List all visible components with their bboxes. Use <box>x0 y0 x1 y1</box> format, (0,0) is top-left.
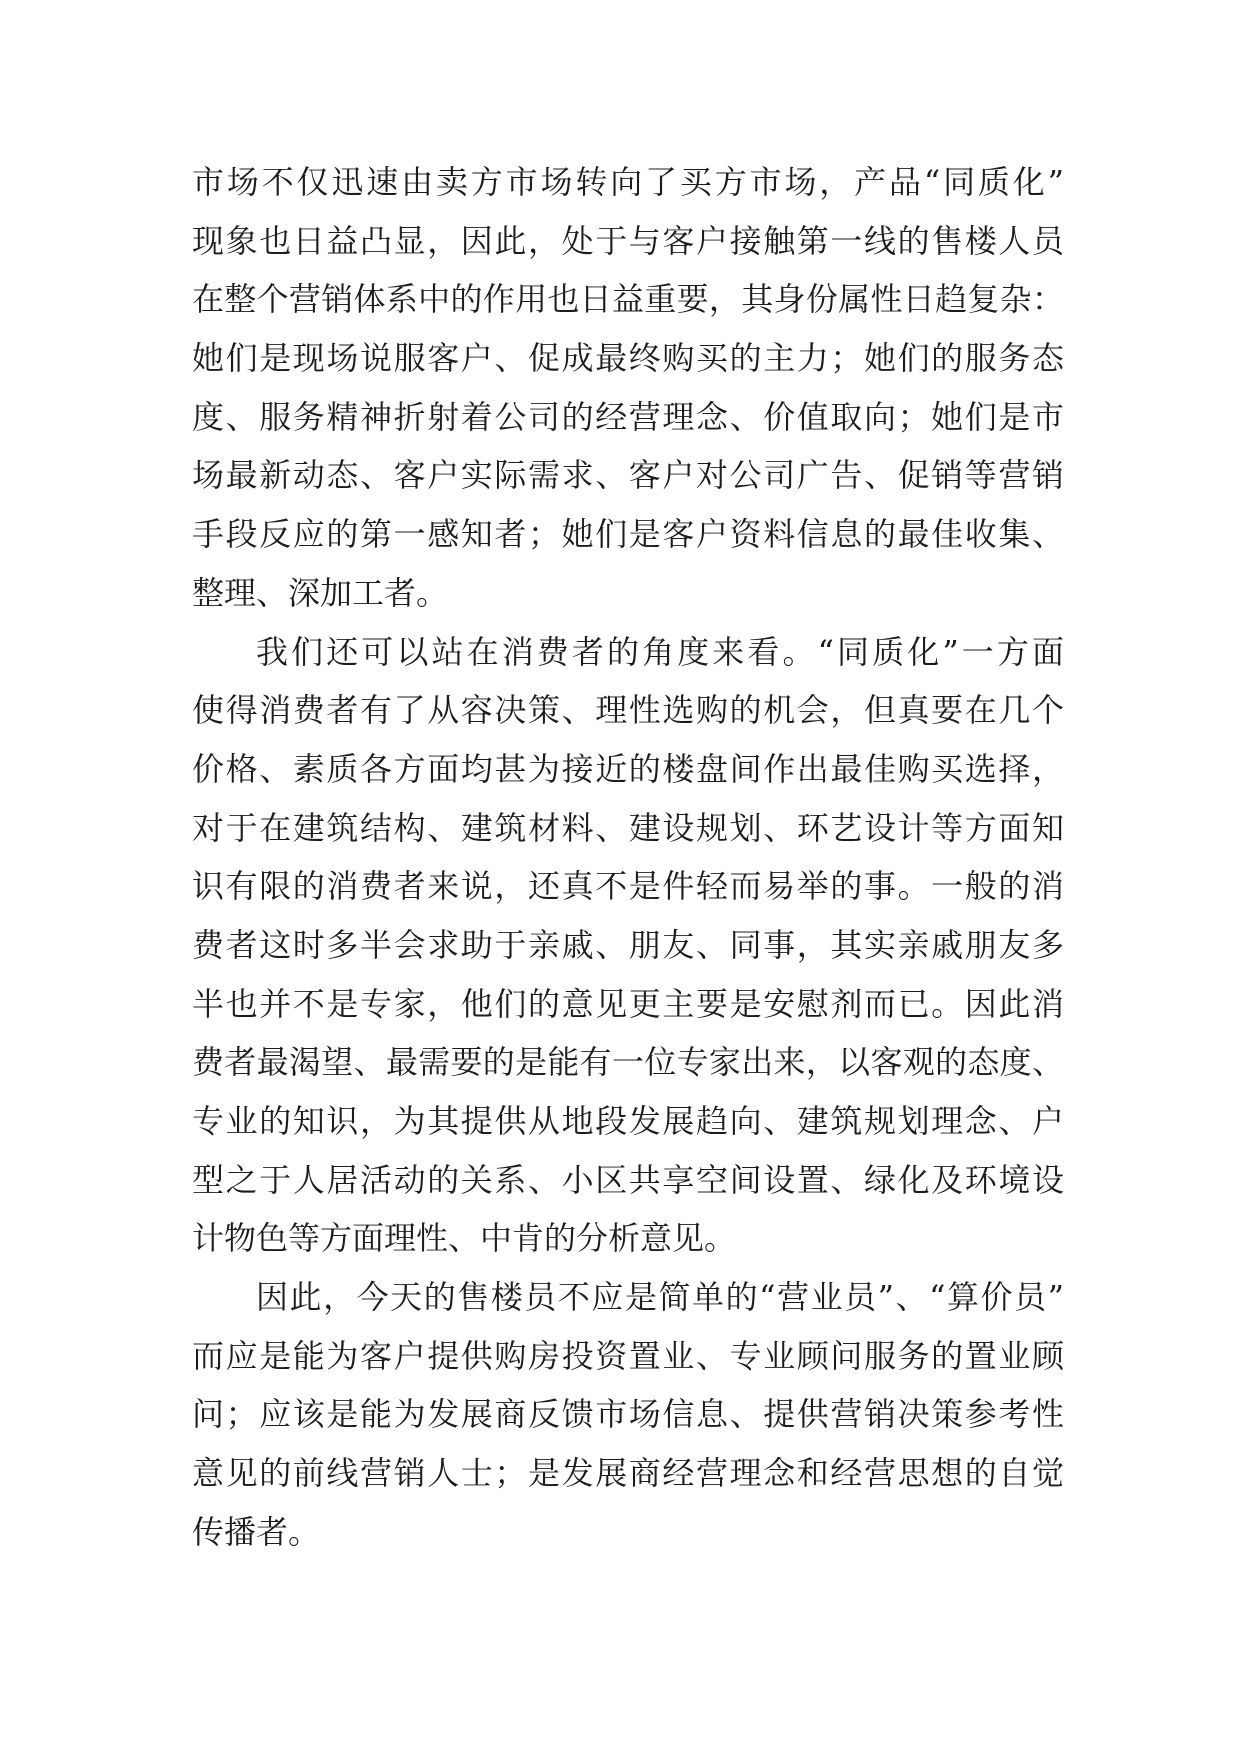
text-line: 费者这时多半会求助于亲戚、朋友、同事，其实亲戚朋友多 <box>192 925 1064 964</box>
text-line: 她们是现场说服客户、促成最终购买的主力；她们的服务态 <box>192 339 1064 378</box>
text-line: 度、服务精神折射着公司的经营理念、价值取向；她们是市 <box>192 397 1064 436</box>
text-line: 计物色等方面理性、中肯的分析意见。 <box>192 1219 737 1258</box>
text-line: 价格、素质各方面均甚为接近的楼盘间作出最佳购买选择， <box>192 749 1064 788</box>
text-line: 使得消费者有了从容决策、理性选购的机会，但真要在几个 <box>192 691 1064 730</box>
text-line: 型之于人居活动的关系、小区共享空间设置、绿化及环境设 <box>192 1160 1064 1199</box>
text-line: 传播者。 <box>192 1512 321 1551</box>
text-line: 问；应该是能为发展商反馈市场信息、提供营销决策参考性 <box>192 1395 1064 1434</box>
body-text <box>192 153 1064 1562</box>
text-line: 识有限的消费者来说，还真不是件轻而易举的事。一般的消 <box>192 867 1064 906</box>
text-line: 费者最渴望、最需要的是能有一位专家出来，以客观的态度、 <box>192 1043 1064 1082</box>
text-line: 场最新动态、客户实际需求、客户对公司广告、促销等营销 <box>192 456 1064 495</box>
paragraph-1 <box>192 153 1064 623</box>
text-line: 我们还可以站在消费者的角度来看。“同质化”一方面 <box>256 632 1064 671</box>
text-line: 整理、深加工者。 <box>192 573 449 612</box>
text-line: 现象也日益凸显，因此，处于与客户接触第一线的售楼人员 <box>192 221 1064 260</box>
text-line: 而应是能为客户提供购房投资置业、专业顾问服务的置业顾 <box>192 1336 1064 1375</box>
text-line: 意见的前线营销人士；是发展商经营理念和经营思想的自觉 <box>192 1454 1064 1493</box>
text-line: 在整个营销体系中的作用也日益重要，其身份属性日趋复杂： <box>192 280 1064 319</box>
paragraph-2 <box>192 623 1064 1269</box>
text-line: 手段反应的第一感知者；她们是客户资料信息的最佳收集、 <box>192 515 1064 554</box>
text-line: 市场不仅迅速由卖方市场转向了买方市场，产品“同质化” <box>192 163 1064 201</box>
text-line: 专业的知识，为其提供从地段发展趋向、建筑规划理念、户 <box>192 1102 1064 1140</box>
text-line: 半也并不是专家，他们的意见更主要是安慰剂而已。因此消 <box>192 984 1064 1023</box>
paragraph-3 <box>192 1268 1064 1561</box>
text-line: 对于在建筑结构、建筑材料、建设规划、环艺设计等方面知 <box>192 808 1064 847</box>
text-line: 因此，今天的售楼员不应是简单的“营业员”、“算价员” <box>256 1278 1064 1317</box>
